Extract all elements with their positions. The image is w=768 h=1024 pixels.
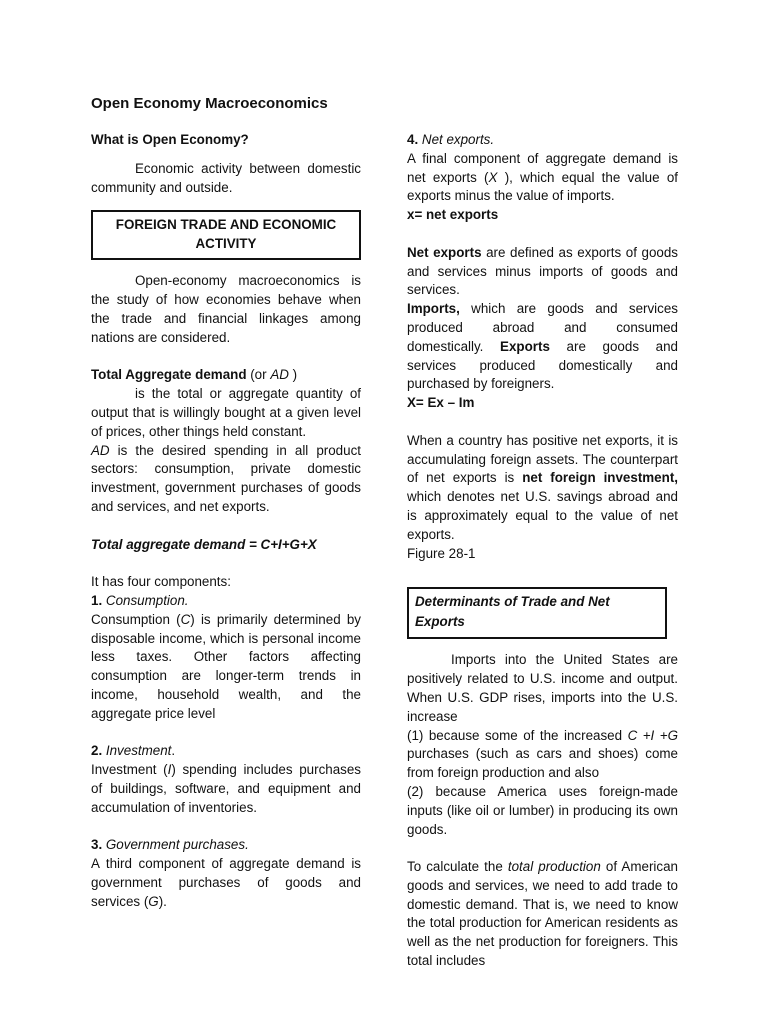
total-production-paragraph	[407, 858, 678, 971]
paren-open: (or	[246, 367, 271, 383]
components-intro: It has four components:	[91, 574, 231, 590]
intro-paragraph: Open-economy macroeconomics is the study of how economies behave when the trade and financial linkages among nations are considered.	[91, 273, 361, 345]
net-foreign-investment-term: net foreign investment,	[522, 470, 678, 486]
component-4-symbol: X	[488, 169, 498, 185]
imports-term: Imports,	[407, 301, 460, 317]
aggregate-demand-description	[91, 442, 361, 517]
component-1-number: 1.	[91, 592, 103, 608]
component-1-text-b: ) is primarily determined by disposable income, which is personal income less taxes. Other factors affecting consumption are longer-term trends in income, household wealth, and the aggregate price level	[91, 611, 361, 721]
total-production-text-b: of American goods and services, we need to add trade to domestic demand. That is, we need to know the total production for American residents as well as the net production for foreigners. This total includes	[407, 859, 678, 969]
section-question-heading: What is Open Economy?	[91, 132, 249, 147]
component-1-symbol: C	[180, 611, 191, 627]
component-4-heading	[407, 131, 678, 150]
ad-abbr-2: AD	[91, 442, 110, 458]
component-4-text-a: A final component of aggregate demand is net exports (	[407, 150, 678, 185]
component-2-name: Investment	[102, 743, 172, 759]
component-3-text	[91, 855, 361, 911]
reason-1-symbol: C +I +G	[627, 727, 679, 743]
component-3-number: 3.	[91, 837, 103, 853]
net-exports-text: are defined as exports of goods and services minus imports of goods and services.	[407, 244, 678, 298]
aggregate-demand-term: Total Aggregate demand	[91, 367, 247, 383]
component-2-dot: .	[171, 743, 176, 759]
component-4-text	[407, 150, 678, 206]
aggregate-demand-definition: is the total or aggregate quantity of output that is willingly bought at a given level of prices, other things held constant.	[91, 386, 361, 439]
positive-net-exports-text-a: When a country has positive net exports, it is accumulating foreign assets. The counterpart of net exports is	[407, 432, 678, 486]
component-3-heading	[91, 836, 361, 855]
page-title: Open Economy Macroeconomics	[91, 95, 328, 112]
component-3-text-b: ).	[158, 893, 167, 909]
component-4-name: Net exports.	[418, 132, 495, 147]
reason-1	[407, 727, 678, 783]
figure-reference: Figure 28-1	[407, 545, 476, 561]
aggregate-demand-formula: Total aggregate demand = C+I+G+X	[91, 536, 317, 552]
left-column	[91, 131, 361, 911]
imports-exports-definition	[407, 300, 678, 394]
ad-abbr: AD	[270, 367, 289, 383]
question-answer: Economic activity between domestic community and outside.	[91, 160, 361, 195]
component-2-number: 2.	[91, 743, 103, 759]
component-4-text-b: ), which equal the value of exports minus the value of imports.	[407, 169, 678, 204]
component-1-heading	[91, 592, 361, 611]
right-column	[407, 131, 678, 971]
component-3-symbol: G	[148, 893, 159, 909]
reason-1-text-a: (1) because some of the increased	[407, 727, 628, 743]
component-1-text-a: Consumption (	[91, 611, 181, 627]
imports-text: which are goods and services produced abroad and consumed domestically.	[407, 301, 678, 354]
exports-text: are goods and services produced domestically and purchased by foreigners.	[407, 338, 679, 392]
total-production-term: total production	[507, 859, 601, 875]
component-2-text	[91, 761, 361, 817]
section-box-heading: FOREIGN TRADE AND ECONOMIC ACTIVITY	[91, 210, 361, 260]
reason-2: (2) because America uses foreign-made inputs (like oil or lumber) in producing its own goods.	[407, 783, 678, 837]
component-2-symbol: I	[167, 762, 172, 778]
component-1-text	[91, 611, 361, 724]
positive-net-exports-paragraph	[407, 432, 678, 545]
net-exports-equation: x= net exports	[407, 207, 499, 223]
imports-paragraph: Imports into the United States are positively related to U.S. income and output. When U.S. GDP rises, imports into the U.S. increase	[407, 652, 678, 724]
aggregate-demand-heading	[91, 366, 361, 385]
exports-term: Exports	[500, 338, 550, 354]
component-2-text-b: ) spending includes purchases of buildings, software, and equipment and accumulation of inventories.	[91, 762, 361, 815]
reason-1-text-b: purchases (such as cars and shoes) come from foreign production and also	[407, 746, 678, 781]
net-exports-term: Net exports	[407, 244, 482, 260]
component-1-name: Consumption.	[102, 592, 189, 608]
positive-net-exports-text-b: which denotes net U.S. savings abroad and is approximately equal to the value of net exports.	[407, 489, 678, 542]
component-3-text-a: A third component of aggregate demand is government purchases of goods and services (	[91, 856, 361, 909]
component-4-number: 4.	[407, 132, 419, 147]
net-exports-definition	[407, 244, 678, 300]
component-3-name: Government purchases.	[102, 837, 249, 853]
trade-balance-equation: X= Ex – Im	[407, 395, 475, 411]
total-production-text-a: To calculate the	[407, 859, 508, 875]
determinants-box-heading: Determinants of Trade and Net Exports	[407, 587, 667, 639]
component-2-text-a: Investment (	[91, 762, 168, 778]
ad-description-text: is the desired spending in all product sectors: consumption, private domestic investment, government purchases of goods and services, and net exports.	[91, 442, 361, 514]
paren-close: )	[288, 367, 298, 383]
component-2-heading	[91, 742, 361, 761]
